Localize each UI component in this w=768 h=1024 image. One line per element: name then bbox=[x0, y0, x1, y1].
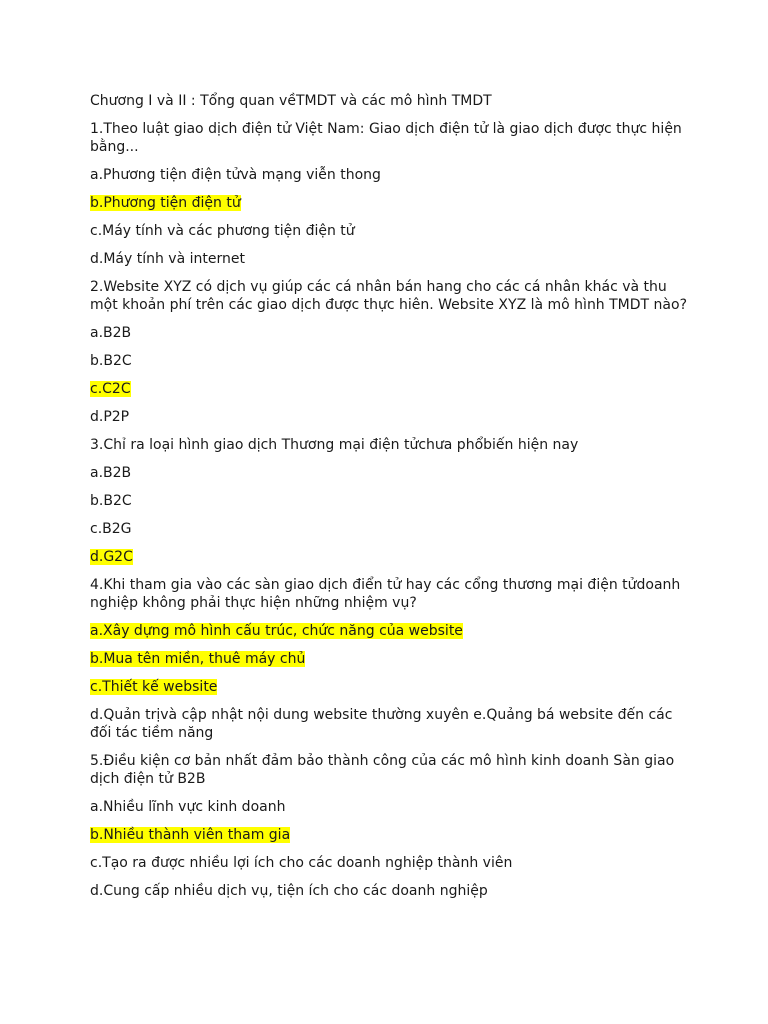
q3-option-c bbox=[90, 520, 690, 538]
q4-option-d-text: d.Quản trịvà cập nhật nội dung website thường xuyên e.Quảng bá website đến các đối tác tiềm năng bbox=[90, 707, 677, 741]
q5-option-b bbox=[90, 826, 690, 844]
q2-option-d bbox=[90, 408, 690, 426]
q1-option-b-highlighted: b.Phương tiện điện tử bbox=[90, 195, 241, 211]
q4-option-b bbox=[90, 650, 690, 668]
q3-option-d-highlighted: d.G2C bbox=[90, 549, 133, 565]
question-5: 5.Điều kiện cơ bản nhất đảm bảo thành công của các mô hình kinh doanh Sàn giao dịch điện tử B2B bbox=[90, 753, 679, 787]
q1-option-c-text: c.Máy tính và các phương tiện điện tử bbox=[90, 223, 355, 239]
q1-option-c bbox=[90, 222, 690, 240]
question-2: 2.Website XYZ có dịch vụ giúp các cá nhân bán hang cho các cá nhân khác và thu một khoản phí trên các giao dịch được thực hiên. Website XYZ là mô hình TMDT nào? bbox=[90, 279, 687, 313]
q3-option-c-text: c.B2G bbox=[90, 521, 132, 537]
q2-option-b bbox=[90, 352, 690, 370]
q3-option-a-text: a.B2B bbox=[90, 465, 132, 481]
q4-option-a bbox=[90, 622, 690, 640]
q2-option-c-highlighted: c.C2C bbox=[90, 381, 131, 397]
question-1: 1.Theo luật giao dịch điện tử Việt Nam: Giao dịch điện tử là giao dịch được thực hiện bằng... bbox=[90, 121, 687, 155]
q2-option-b-text: b.B2C bbox=[90, 353, 132, 369]
q5-option-a-text: a.Nhiều lĩnh vực kinh doanh bbox=[90, 799, 286, 815]
q5-option-a bbox=[90, 798, 690, 816]
document-page bbox=[90, 92, 690, 910]
document-heading: Chương I và II : Tổng quan vềTMDT và các mô hình TMDT bbox=[90, 93, 492, 109]
q4-option-c-highlighted: c.Thiết kế website bbox=[90, 679, 218, 695]
q4-option-c bbox=[90, 678, 690, 696]
q1-option-a-text: a.Phương tiện điện tửvà mạng viễn thong bbox=[90, 167, 381, 183]
q3-option-b bbox=[90, 492, 690, 510]
q4-option-a-highlighted: a.Xây dựng mô hình cấu trúc, chức năng của website bbox=[90, 623, 463, 639]
q4-option-d bbox=[90, 706, 690, 742]
q5-option-c bbox=[90, 854, 690, 872]
q5-option-c-text: c.Tạo ra được nhiều lợi ích cho các doanh nghiệp thành viên bbox=[90, 855, 513, 871]
q2-option-c bbox=[90, 380, 690, 398]
q5-option-b-highlighted: b.Nhiều thành viên tham gia bbox=[90, 827, 291, 843]
q1-option-a bbox=[90, 166, 690, 184]
q1-option-b bbox=[90, 194, 690, 212]
q2-option-d-text: d.P2P bbox=[90, 409, 130, 425]
q1-option-d bbox=[90, 250, 690, 268]
question-3: 3.Chỉ ra loại hình giao dịch Thương mại điện tửchưa phổbiến hiện nay bbox=[90, 437, 579, 453]
q2-option-a bbox=[90, 324, 690, 342]
q1-option-d-text: d.Máy tính và internet bbox=[90, 251, 245, 267]
q3-option-a bbox=[90, 464, 690, 482]
q3-option-b-text: b.B2C bbox=[90, 493, 132, 509]
q3-option-d bbox=[90, 548, 690, 566]
q5-option-d bbox=[90, 882, 690, 900]
q2-option-a-text: a.B2B bbox=[90, 325, 132, 341]
question-4: 4.Khi tham gia vào các sàn giao dịch điển tử hay các cổng thương mại điện tửdoanh nghiệp không phải thực hiện những nhiệm vụ? bbox=[90, 577, 685, 611]
q4-option-b-highlighted: b.Mua tên miền, thuê máy chủ bbox=[90, 651, 306, 667]
q5-option-d-text: d.Cung cấp nhiều dịch vụ, tiện ích cho các doanh nghiệp bbox=[90, 883, 488, 899]
